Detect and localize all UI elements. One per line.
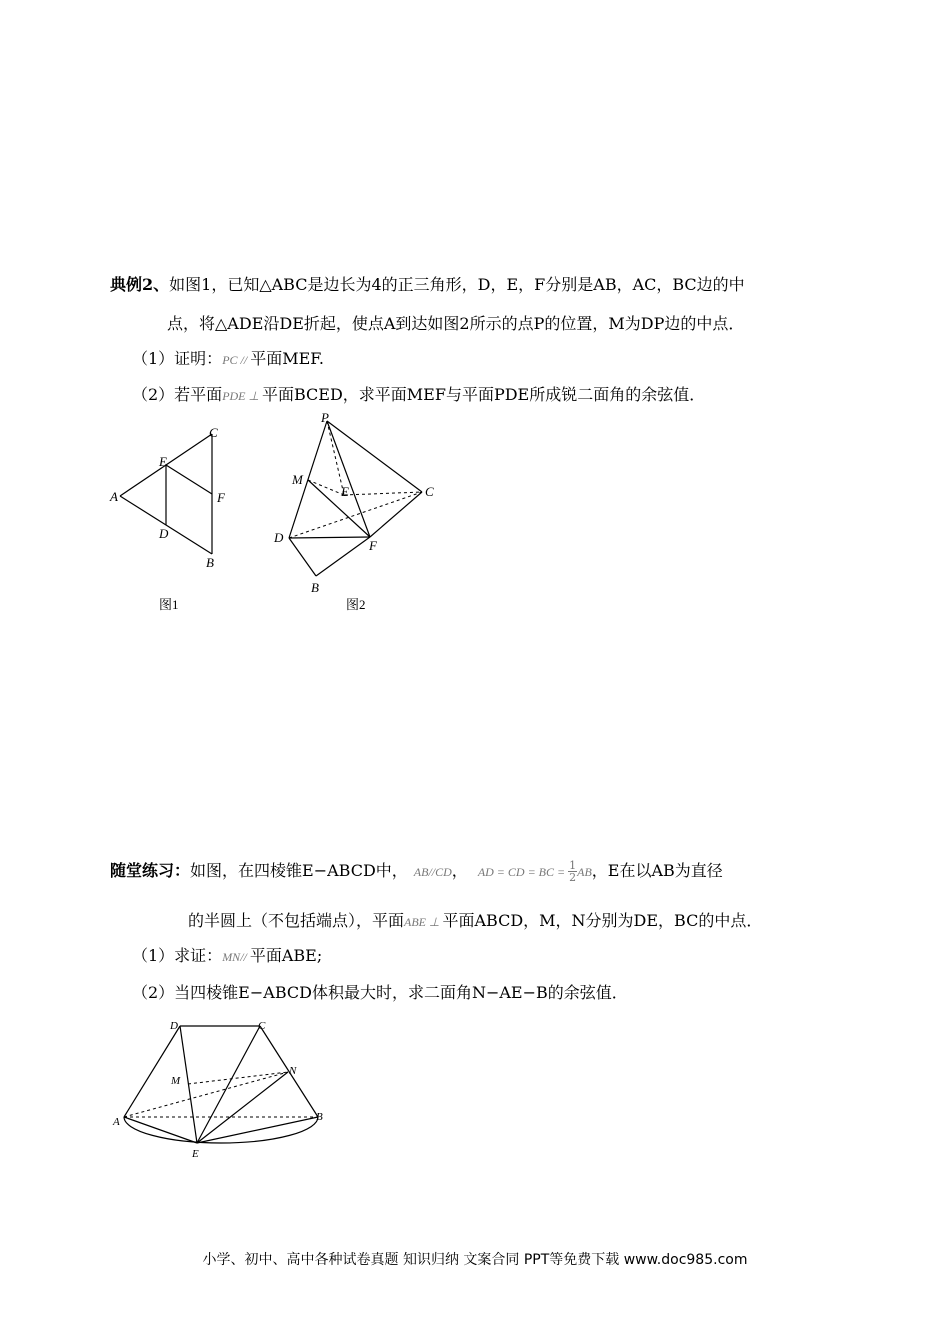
fig3-segment-BE [197, 1117, 318, 1143]
practice-text1c: ，E在以AB为直径 [591, 861, 723, 880]
fig3-label-B: B [316, 1111, 323, 1123]
fig3-label-C: C [258, 1020, 266, 1032]
example2-question1 [132, 348, 324, 371]
example2-text2: 点，将△ADE沿DE折起，使点A到达如图2所示的点P的位置，M为DP边的中点． [167, 314, 745, 333]
fig2-label-D: D [274, 530, 284, 545]
example2-line1 [110, 274, 745, 296]
figure-3 [110, 1015, 340, 1165]
practice-fraction [568, 860, 577, 883]
practice-q1-suffix: 平面ABE; [249, 946, 323, 965]
fig1-label-F: F [217, 490, 225, 505]
fig3-segment-DE [180, 1026, 197, 1143]
footer: 小学、初中、高中各种试卷真题 知识归纳 文案合同 PPT等免费下载 www.doc985.com [202, 1252, 748, 1268]
example2-text1: 如图1，已知△ABC是边长为4的正三角形，D，E，F分别是AB，AC，BC边的中 [169, 275, 745, 294]
fig2-segment-PF [327, 421, 370, 537]
fig2-segment-EC [344, 492, 422, 495]
fig2-segment-MF [308, 480, 370, 537]
q1-prefix: （1）证明： [132, 349, 223, 368]
practice-q2-text: （2）当四棱锥E−ABCD体积最大时，求二面角N−AE−B的余弦值． [132, 983, 628, 1002]
practice-q1-prefix: （1）求证： [132, 946, 223, 965]
fig2-segment-DF [289, 537, 370, 538]
fig2-label-F: F [369, 538, 377, 553]
fig3-label-E: E [192, 1148, 199, 1160]
fig2-segment-ME [308, 480, 344, 495]
fig3-semicircle [124, 1117, 318, 1143]
example2-line2 [167, 313, 744, 335]
fig3-label-A: A [113, 1116, 120, 1128]
q2-suffix: 平面BCED，求平面MEF与平面PDE所成锐二面角的余弦值． [261, 385, 706, 404]
practice-formula-parallel: AB//CD [413, 865, 452, 879]
fig3-segment-AE [124, 1117, 197, 1143]
q2-formula: PDE ⊥ [222, 389, 262, 403]
fig2-label-B: B [311, 580, 319, 595]
fraction-denominator: 2 [569, 871, 577, 884]
example2-heading: 典例2、 [110, 275, 170, 294]
example2-question2 [132, 384, 705, 407]
figure-2 [265, 410, 445, 600]
practice-formula-equal: AD = CD = BC = [477, 865, 569, 879]
fig3-label-M: M [171, 1075, 181, 1087]
fig3-segment-MN [188, 1072, 288, 1084]
fig1-label-E: E [159, 454, 167, 469]
fig2-segment-DB [289, 538, 316, 576]
fig3-label-D: D [170, 1020, 178, 1032]
practice-heading: 随堂练习： [110, 861, 191, 880]
fig2-segment-BF [316, 537, 370, 576]
practice-formula-ab: AB [577, 865, 592, 879]
fig1-label-B: B [206, 555, 214, 570]
fig2-caption: 图2 [346, 597, 366, 612]
figure-1 [105, 420, 235, 570]
q1-suffix: 平面MEF. [250, 349, 324, 368]
practice-text2b: 平面ABCD，M，N分别为DE，BC的中点． [442, 911, 763, 930]
fig2-label-E: E [341, 484, 349, 499]
fig3-segment-CE [197, 1026, 260, 1143]
fig1-label-D: D [159, 526, 169, 541]
practice-text2a: 的半圆上（不包括端点），平面 [188, 911, 405, 930]
q2-prefix: （2）若平面 [132, 385, 223, 404]
fig1-caption: 图1 [159, 597, 179, 612]
practice-formula-perp: ABE ⊥ [404, 915, 443, 929]
fig2-label-P: P [321, 410, 329, 425]
practice-question1 [132, 945, 322, 968]
fig2-label-C: C [425, 484, 434, 499]
fig1-segment-EF [166, 465, 212, 494]
fig2-segment-FC [370, 492, 422, 537]
fig3-segment-NE [197, 1072, 288, 1143]
practice-line1 [110, 860, 723, 883]
practice-text1b: ， [451, 861, 468, 880]
fig2-label-M: M [292, 472, 303, 487]
fig3-segment-AD [124, 1026, 180, 1117]
practice-text1a: 如图，在四棱锥E−ABCD中， [190, 861, 408, 880]
practice-q1-formula: MN// [222, 950, 250, 964]
q1-formula: PC // [222, 353, 251, 367]
practice-question2 [132, 982, 628, 1004]
fig1-label-A: A [110, 489, 118, 504]
practice-line2 [188, 910, 762, 933]
fig3-segment-AN [124, 1072, 288, 1117]
fig1-label-C: C [209, 425, 218, 440]
fraction-numerator: 1 [569, 859, 577, 872]
fig3-label-N: N [289, 1065, 297, 1077]
